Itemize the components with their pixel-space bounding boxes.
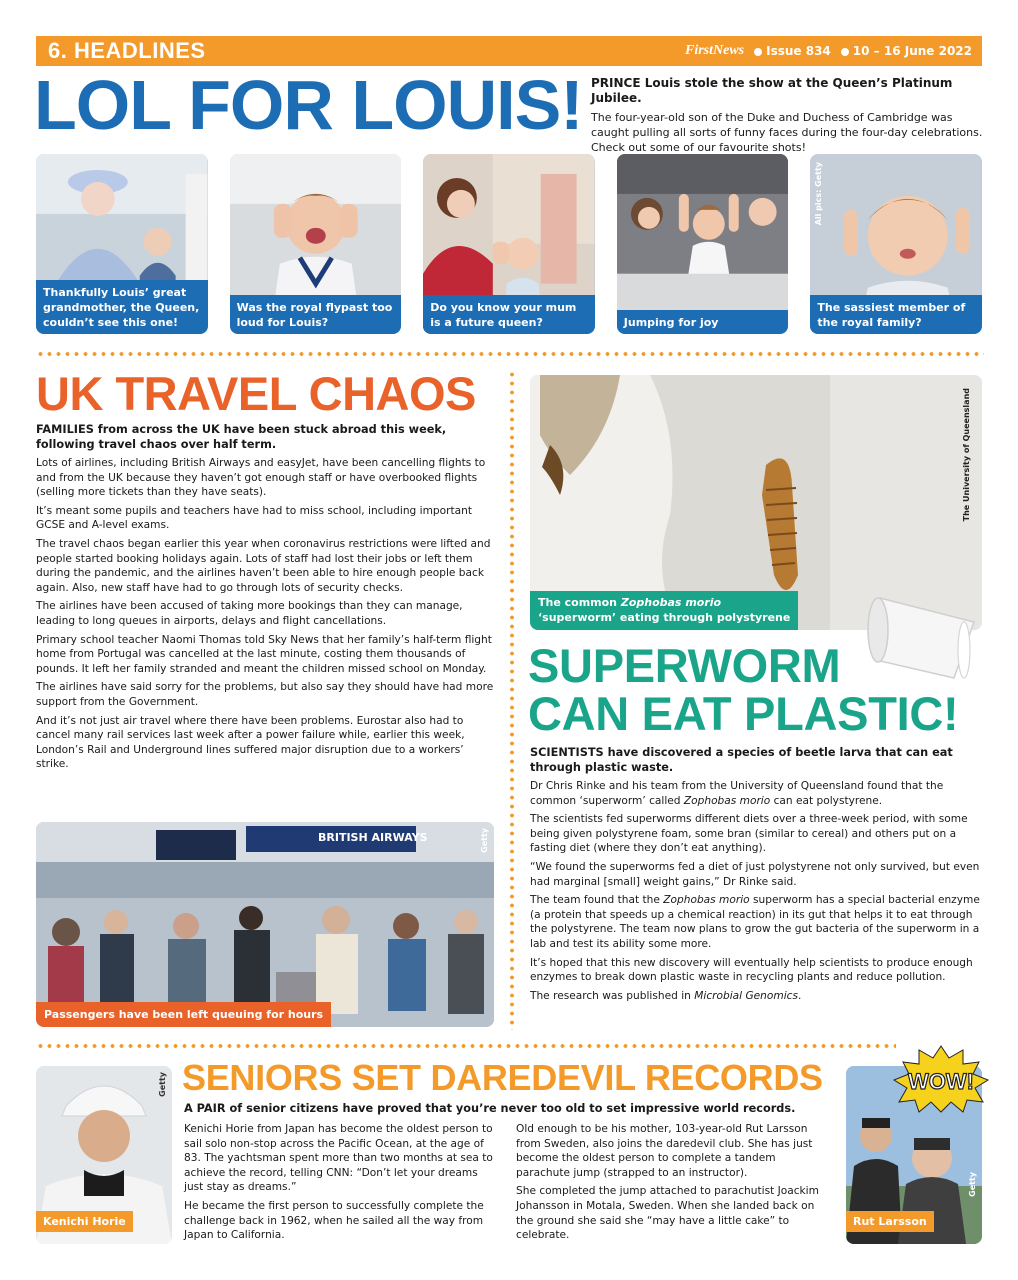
superworm-headline: SUPERWORM CAN EAT PLASTIC! — [528, 639, 959, 740]
louis-photo-1 — [36, 154, 208, 334]
divider-dots — [36, 352, 984, 356]
lol-lead: PRINCE Louis stole the show at the Queen’s Platinum Jubilee. — [591, 76, 953, 105]
superworm-lead: SCIENTISTS have discovered a species of beetle larva that can eat through plastic waste. — [530, 746, 953, 774]
seniors-column-1 — [184, 1122, 496, 1247]
photo-caption: Rut Larsson — [846, 1211, 934, 1232]
louis-photo-4 — [617, 154, 789, 334]
seniors-paragraph: Old enough to be his mother, 103-year-old Rut Larsson from Sweden, also joins the daredevil club. She has just become the oldest person to complete a tandem parachute jump (strapped to an instructor). — [516, 1123, 813, 1179]
louis-photo-row — [36, 154, 982, 334]
photo-caption: The common Zophobas morio ‘superworm’ eating through polystyrene — [530, 591, 798, 630]
airport-queue-image — [36, 822, 494, 1027]
kenichi-horie-photo — [36, 1066, 172, 1244]
travel-paragraph: The airlines have said sorry for the problems, but also say they should have had more support from the Government. — [36, 681, 494, 708]
superworm-paragraph: It’s hoped that this new discovery will eventually help scientists to produce enough enzymes to break down plastic waste in recycling plants and reduce pollution. — [530, 956, 973, 984]
photo-caption: Thankfully Louis’ great grandmother, the Queen, couldn’t see this one! — [36, 280, 208, 334]
section-header-bar — [36, 36, 982, 66]
seniors-paragraph: He became the first person to successfully complete the challenge back in 1962, when he sailed all the way from Japan to California. — [184, 1199, 484, 1242]
wow-text: WOW! — [908, 1069, 974, 1094]
section-title: 6. HEADLINES — [48, 38, 206, 63]
superworm-paragraph: The scientists fed superworms different diets over a three-week period, with some being given polystyrene foam, some bran (similar to cereal) and others put on a fasting diet (where they don’t eat anything). — [530, 813, 968, 855]
photo-caption: Do you know your mum is a future queen? — [423, 295, 595, 334]
superworm-paragraph: Dr Chris Rinke and his team from the University of Queensland found that the common ‘superworm’ called Zophobas morio can eat polystyrene. — [530, 780, 944, 807]
photo-credit: Getty — [480, 828, 489, 853]
louis-photo-2 — [230, 154, 402, 334]
photo-caption: Passengers have been left queuing for hours — [36, 1002, 331, 1027]
wow-burst-icon — [893, 1044, 989, 1114]
seniors-headline: SENIORS SET DAREDEVIL RECORDS — [182, 1057, 823, 1098]
travel-paragraph: The airlines have been accused of taking more bookings than they can manage, leading to long queues in airports, delays and flight cancellations. — [36, 600, 463, 627]
issue-meta — [685, 43, 972, 59]
bullet-icon — [841, 48, 849, 56]
photo-caption: Kenichi Horie — [36, 1211, 133, 1232]
photo-credit: The University of Queensland — [962, 388, 971, 522]
lol-intro-text: The four-year-old son of the Duke and Duchess of Cambridge was caught pulling all sorts of funny faces during the four-day celebrations. Check out some of our favourite shots! — [591, 111, 983, 154]
lol-intro — [591, 76, 987, 155]
bullet-icon — [754, 48, 762, 56]
airport-queue-photo — [36, 822, 494, 1027]
travel-paragraph: And it’s not just air travel where there have been problems. Eurostar also had to cancel many rail services last week after a power failure while, earlier this week, London’s Rail and Underground lines suffered major disruption due to a workers’ strike. — [36, 714, 465, 771]
seniors-paragraph: She completed the jump attached to parachutist Joackim Johansson in Motala, Sweden. When she landed back on the ground she said she “may have a little cake” to celebrate. — [516, 1185, 819, 1242]
louis-photo-5 — [810, 154, 982, 334]
divider-dots — [36, 1044, 896, 1048]
photo-credit: All pics: Getty — [814, 162, 824, 226]
airline-sign: BRITISH AIRWAYS — [318, 831, 428, 844]
travel-paragraph: The travel chaos began earlier this year when coronavirus restrictions were lifted and people started booking holidays again. Lots of staff had lost their jobs or left them during the pandemic, and the airlines haven’t been able to hire enough people back again. Also, new staff have had to go through lots of security checks. — [36, 537, 491, 594]
superworm-paragraph: The team found that the Zophobas morio superworm has a special bacterial enzyme (a protein that speeds up a chemical reaction) in its gut that helps it to eat through the polystyrene. The team now plans to grow the gut bacteria of the superworm in a lab and test its ability some more. — [530, 894, 980, 950]
seniors-paragraph: Kenichi Horie from Japan has become the oldest person to sail solo non-stop across the Pacific Ocean, at the age of 83. The yachtsman spent more than two months at sea to achieve the record, telling CNN: “Don’t let your dreams just stay as dreams.” — [184, 1123, 493, 1194]
louis-photo-3 — [423, 154, 595, 334]
superworm-article — [530, 745, 980, 1007]
seniors-column-2 — [516, 1122, 832, 1247]
seniors-lead: A PAIR of senior citizens have proved that you’re never too old to set impressive world records. — [184, 1102, 796, 1115]
photo-caption: Jumping for joy — [617, 310, 789, 334]
photo-credit: Getty — [158, 1072, 167, 1097]
issue-dates: 10 – 16 June 2022 — [841, 44, 972, 58]
divider-dots-vertical — [510, 370, 514, 1030]
lol-headline: LOL FOR LOUIS! — [34, 66, 583, 144]
photo-caption: Was the royal flypast too loud for Louis? — [230, 295, 402, 334]
travel-article — [36, 422, 496, 776]
brand-logo: FirstNews — [685, 43, 745, 58]
superworm-paragraph: “We found the superworms fed a diet of just polystyrene not only survived, but even had marginal [small] weight gains,” Dr Rinke said. — [530, 860, 980, 888]
photo-caption: The sassiest member of the royal family? — [810, 295, 982, 334]
travel-paragraph: Lots of airlines, including British Airways and easyJet, have been cancelling flights to and from the UK because they haven’t got enough staff or have overbooked flights (selling more tickets than they have seats). — [36, 457, 486, 499]
travel-lead: FAMILIES from across the UK have been stuck abroad this week, following travel chaos over half term. — [36, 423, 447, 451]
photo-credit: Getty — [968, 1172, 977, 1197]
superworm-paragraph: The research was published in Microbial Genomics. — [530, 989, 802, 1002]
travel-paragraph: Primary school teacher Naomi Thomas told Sky News that her family’s half-term flight home from Portugal was cancelled at the last minute, costing them thousands of pounds. It left her family stranded and meant the children missed school on Monday. — [36, 633, 492, 675]
travel-headline: UK TRAVEL CHAOS — [36, 367, 476, 420]
travel-paragraph: It’s meant some pupils and teachers have had to miss school, including important GCSE and A-level exams. — [36, 504, 472, 532]
jumping-for-joy-image — [617, 154, 789, 334]
issue-number: Issue 834 — [754, 44, 831, 58]
